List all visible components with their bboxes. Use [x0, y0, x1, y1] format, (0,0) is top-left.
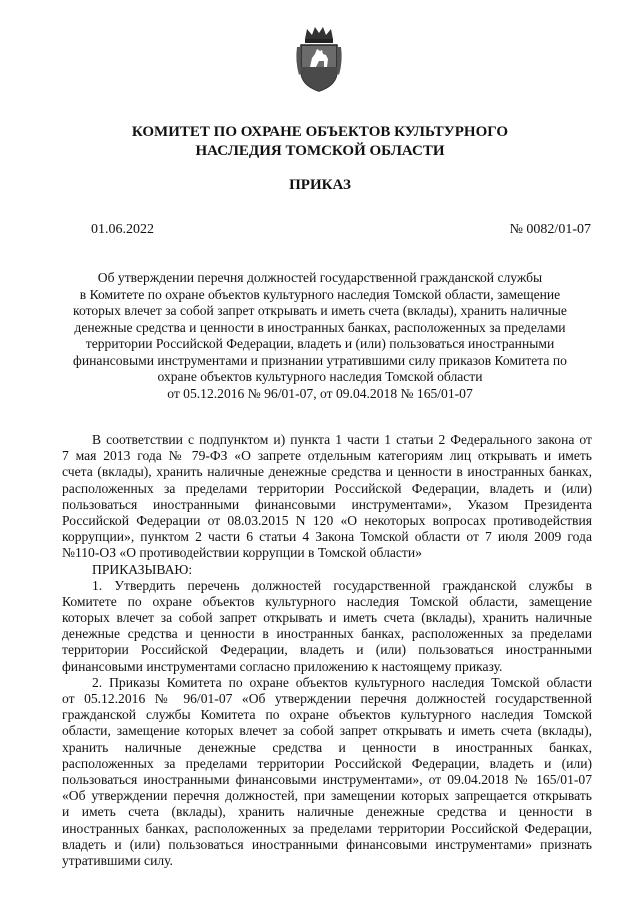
- text-line: 1. Утвердить перечень должностей государственной гражданской службы в: [92, 577, 592, 593]
- text-line: утратившими силу.: [62, 852, 173, 868]
- document-subject: [60, 270, 580, 402]
- text-line: от 05.12.2016 № 96/01-07 «Об утверждении перечня должностей государственной: [62, 691, 592, 706]
- subject-line: Об утверждении перечня должностей государственной гражданской службы: [97, 270, 543, 285]
- text-line: финансовыми инструментами согласно приложению к настоящему приказу.: [62, 658, 503, 674]
- document-body: [62, 432, 592, 869]
- text-line: расположенных за пределами территории Российской Федерации, владеть и (или): [62, 480, 592, 496]
- text-line: 7 мая 2013 года № 79-ФЗ «О запрете отдельным категориям лиц открывать и иметь: [62, 448, 592, 464]
- text-line: «Об утверждении перечня должностей, при замещении которых запрещается открывать: [62, 788, 592, 804]
- subject-line: денежные средства и ценности в иностранных банках, расположенных за пределами: [74, 319, 566, 335]
- text-line: Российской Федерации от 08.03.2015 N 120 «О некоторых вопросах противодействия: [62, 512, 592, 528]
- text-line: иностранных банках, расположенных за пределами территории Российской Федерации,: [62, 820, 592, 836]
- organization-name: [0, 123, 640, 161]
- text-line: владеть и (или) пользоваться иностранными финансовыми инструментами» признать: [62, 836, 592, 852]
- subject-line: от 05.12.2016 № 96/01-07, от 09.04.2018 № 165/01-07: [167, 385, 473, 401]
- text-line: которых влечет за собой запрет открывать и иметь счета (вклады), хранить наличные: [62, 610, 592, 626]
- text-line: гражданской службы Комитета по охране объектов культурного наследия Томской: [62, 707, 592, 723]
- document-date: 01.06.2022: [91, 222, 154, 237]
- subject-line: которых влечет за собой запрет открывать и иметь счета (вклады), хранить наличные: [73, 303, 567, 318]
- document-type: ПРИКАЗ: [289, 177, 351, 193]
- text-line: пользоваться иностранными финансовыми инструментами», от 09.04.2018 № 165/01-07: [62, 771, 592, 787]
- text-line: коррупции», пунктом 2 части 6 статьи 4 Закона Томской области от 7 июля 2009 года: [62, 529, 592, 545]
- item-2-paragraph: [62, 675, 592, 869]
- text-line: хранить наличные денежные средства и ценности в иностранных банках,: [62, 739, 592, 755]
- subject-line: охране объектов культурного наследия Томской области: [157, 369, 483, 384]
- subject-line: территории Российской Федерации, владеть и (или) пользоваться иностранными: [85, 336, 555, 351]
- text-line: №110-ОЗ «О противодействии коррупции в Томской области»: [62, 545, 422, 561]
- preamble-paragraph: [62, 432, 592, 562]
- org-line-1: КОМИТЕТ ПО ОХРАНЕ ОБЪЕКТОВ КУЛЬТУРНОГО: [131, 124, 509, 140]
- text-line: пользоваться иностранными финансовыми инструментами», Указом Президента: [62, 496, 592, 512]
- order-word: ПРИКАЗЫВАЮ:: [92, 561, 193, 577]
- text-line: расположенных за пределами территории Российской Федерации, владеть и (или): [62, 755, 592, 771]
- text-line: В соответствии с подпунктом и) пункта 1 части 1 статьи 2 Федерального закона от: [92, 432, 592, 447]
- text-line: области, замещение которых влечет за собой запрет открывать и иметь счета (вклады),: [62, 723, 592, 739]
- document-number: № 0082/01-07: [509, 222, 591, 237]
- text-line: территории Российской Федерации, владеть и (или) пользоваться иностранными: [62, 642, 592, 658]
- text-line: и иметь счета (вклады), хранить наличные денежные средства и ценности в: [62, 804, 592, 820]
- coat-of-arms-icon: [295, 25, 343, 93]
- item-1-paragraph: [62, 578, 592, 675]
- text-line: 2. Приказы Комитета по охране объектов культурного наследия Томской области: [92, 674, 592, 690]
- text-line: счета (вклады), хранить наличные денежные средства и ценности в иностранных банках,: [62, 464, 592, 480]
- subject-line: финансовыми инструментами и признании утратившими силу приказов Комитета по: [73, 352, 567, 368]
- subject-line: в Комитете по охране объектов культурного наследия Томской области, замещение: [79, 286, 561, 302]
- org-line-2: НАСЛЕДИЯ ТОМСКОЙ ОБЛАСТИ: [195, 143, 445, 159]
- text-line: денежные средства и ценности в иностранных банках, расположенных за пределами: [62, 626, 592, 642]
- text-line: Комитете по охране объектов культурного наследия Томской области, замещение: [62, 593, 592, 609]
